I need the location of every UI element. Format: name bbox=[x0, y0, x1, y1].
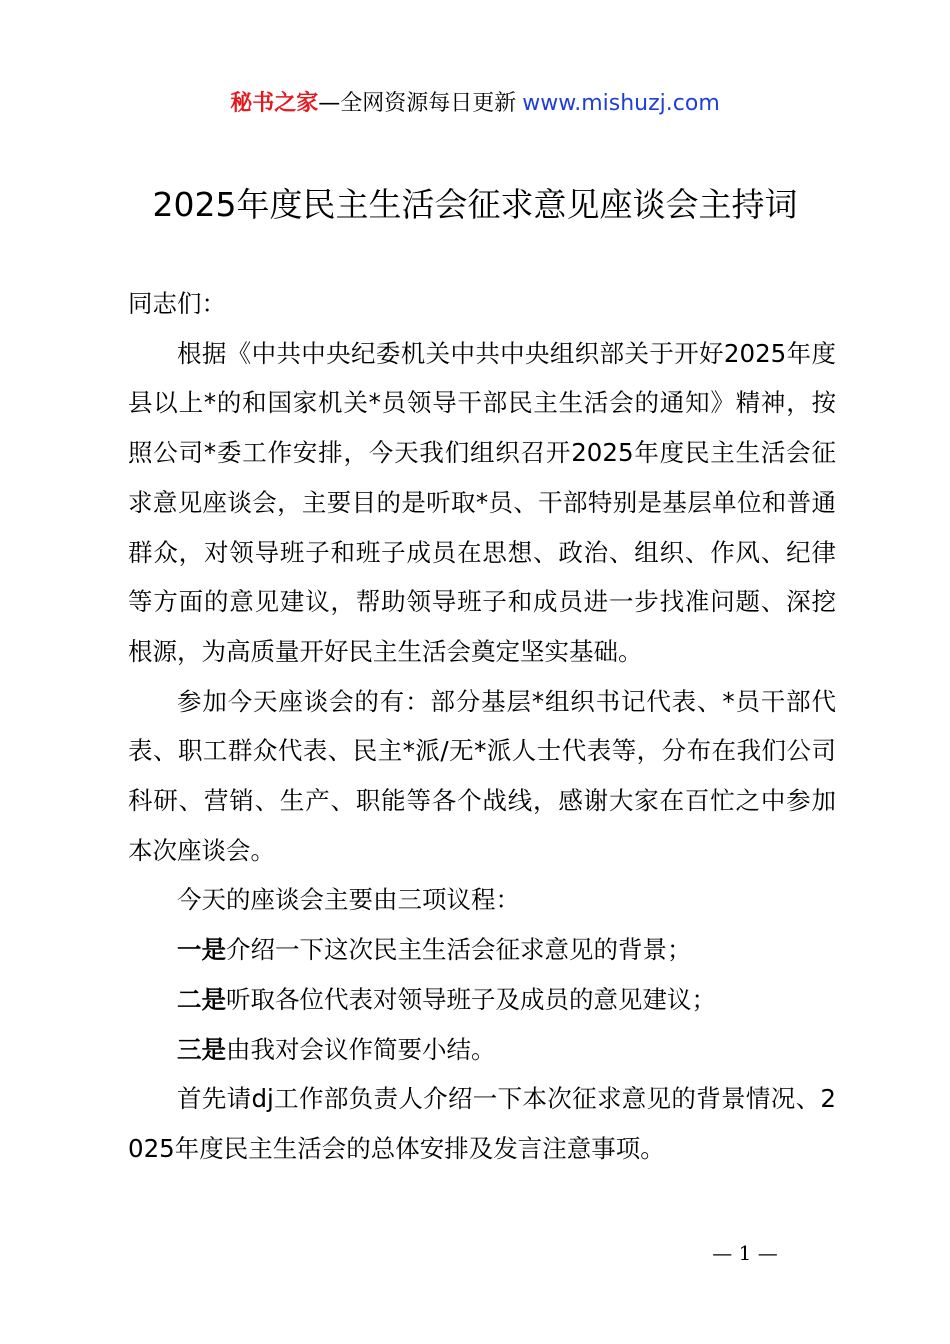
agenda-item-1-lead: 一是 bbox=[177, 935, 226, 965]
paragraph-agenda-intro: 今天的座谈会主要由三项议程： bbox=[177, 885, 520, 915]
greeting: 同志们： bbox=[128, 289, 226, 318]
paragraph-closing: 首先请dj工作部负责人介绍一下本次征求意见的背景情况、2025年度民主生活会的总体安排及发言注意事项。 bbox=[128, 1084, 836, 1163]
agenda-item-3 bbox=[128, 1025, 836, 1075]
agenda-item-3-lead: 三是 bbox=[177, 1034, 226, 1064]
paragraph-purpose: 根据《中共中央纪委机关中共中央组织部关于开好2025年度县以上*的和国家机关*员领导干部民主生活会的通知》精神，按照公司*委工作安排，今天我们组织召开2025年度民主生活会征求意见座谈会，主要目的是听取*员、干部特别是基层单位和普通群众，对领导班子和班子成员在思想、政治、组织、作风、纪律等方面的意见建议，帮助领导班子和成员进一步找准问题、深挖根源，为高质量开好民主生活会奠定坚实基础。 bbox=[128, 338, 836, 666]
agenda-item-3-text: 由我对会议作简要小结。 bbox=[226, 1034, 496, 1064]
site-watermark-header bbox=[0, 86, 950, 122]
agenda-item-2-text: 听取各位代表对领导班子及成员的意见建议； bbox=[226, 984, 716, 1014]
agenda-item-1-text: 介绍一下这次民主生活会征求意见的背景； bbox=[226, 935, 692, 965]
document-body bbox=[128, 279, 836, 1174]
page-number: — 1 — bbox=[712, 1241, 778, 1265]
document-title: 2025年度民主生活会征求意见座谈会主持词 bbox=[152, 185, 798, 224]
paragraph-attendees: 参加今天座谈会的有：部分基层*组织书记代表、*员干部代表、职工群众代表、民主*派/无*派人士代表等，分布在我们公司科研、营销、生产、职能等各个战线，感谢大家在百忙之中参加本次座谈会。 bbox=[128, 686, 836, 865]
brand-name: 秘书之家 bbox=[230, 91, 319, 116]
agenda-item-2-lead: 二是 bbox=[177, 984, 226, 1014]
site-url: www.mishuzj.com bbox=[522, 91, 720, 116]
brand-slogan: —全网资源每日更新 bbox=[318, 91, 517, 116]
agenda-item-2 bbox=[128, 975, 836, 1025]
agenda-item-1 bbox=[128, 925, 836, 975]
